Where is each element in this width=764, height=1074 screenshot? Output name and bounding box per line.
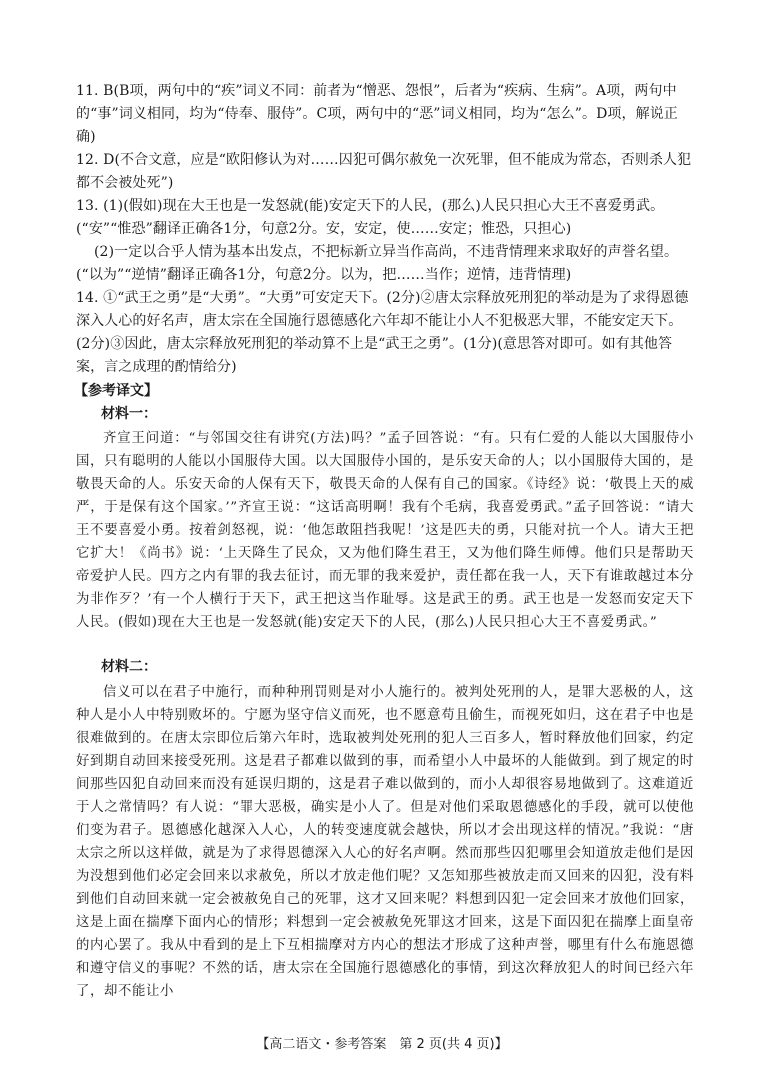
answer-11: 11. B(B项，两句中的“疾”词义不同：前者为“憎恶、怨恨”，后者为“疾病、生病”。A项，两句中的“事”词义相同，均为“侍奉、服侍”。C项，两句中的“恶”词义相同，均为“怎么”。D项，解说正确) (76, 83, 678, 145)
answer-section (76, 80, 696, 379)
reference-translation-header: 【参考译文】 (74, 383, 158, 399)
material-1-text: 齐宣王问道：“与邻国交往有讲究(方法)吗？”孟子回答说：“有。只有仁爱的人能以大国服侍小国，只有聪明的人能以小国服侍大国。以大国服侍小国的，是乐安天命的人；以小国服侍大国的，是敬畏天命的人。乐安天命的人保有天下，敬畏天命的人保有自己的国家。《诗经》说：‘敬畏上天的威严，于是保有这个国家。’”齐宣王说：“这话高明啊！我有个毛病，我喜爱勇武。”孟子回答说：“请大王不要喜爱小勇。按着剑怒视，说：‘他怎敢阻挡我呢！’这是匹夫的勇，只能对抗一个人。请大王把它扩大！《尚书》说：‘上天降生了民众，又为他们降生君王，又为他们降生师傅。他们只是帮助天帝爱护人民。四方之内有罪的我去征讨，而无罪的我来爱护，责任都在我一人，天下有谁敢越过本分为非作歹？’有一个人横行于天下，武王把这当作耻辱。这是武王的勇。武王也是一发怒而安定天下人民。(假如)现在大王也是一发怒就(能)安定天下的人民，(那么)人民只担心大王不喜爱勇武。” (76, 431, 694, 630)
answer-13-part-2: (2)一定以合乎人情为基本出发点，不把标新立异当作高尚，不违背情理来求取好的声誉名望。(“以为”“逆情”翻译正确各1分，句意2分。以为，把……当作；逆情，违背情理) (76, 244, 679, 283)
answer-13-part-1: 13. (1)(假如)现在大王也是一发怒就(能)安定天下的人民，(那么)人民只担心大王不喜爱勇武。(“安”“惟恐”翻译正确各1分，句意2分。安，安定，使……安定；惟恐，只担心) (76, 198, 665, 237)
page-footer: 【高二语文・参考答案 第 2 页(共 4 页)】 (256, 1037, 508, 1052)
material-2-text: 信义可以在君子中施行，而种种刑罚则是对小人施行的。被判处死刑的人，是罪大恶极的人，这种人是小人中特别败坏的。宁愿为坚守信义而死，也不愿意苟且偷生，而视死如归，这在君子中也是很难做到的。在唐太宗即位后第六年时，选取被判处死刑的犯人三百多人，暂时释放他们回家，约定好到期自动回来接受死刑。这是君子都难以做到的事，而希望小人中最坏的人能做到。到了规定的时间那些囚犯自动回来而没有延误归期的，这是君子难以做到的，而小人却很容易地做到了。这难道近于人之常情吗？有人说：“罪大恶极，确实是小人了。但是对他们采取恩德感化的手段，就可以使他们变为君子。恩德感化越深入人心，人的转变速度就会越快，所以才会出现这样的情况。”我说：“唐太宗之所以这样做，就是为了求得恩德深入人心的好名声啊。然而那些囚犯哪里会知道放走他们是因为没想到他们必定会回来以求赦免，所以才放走他们呢？又怎知那些被放走而又回来的囚犯，没有料到他们自动回来就一定会被赦免自己的死罪，这才又回来呢？料想到囚犯一定会回来才放他们回家，这是上面在揣摩下面内心的情形；料想到一定会被赦免死罪这才回来，这是下面囚犯在揣摩上面皇帝的内心罢了。我从中看到的是上下互相揣摩对方内心的想法才形成了这种声誉，哪里有什么布施恩德和遵守信义的事呢？不然的话，唐太宗在全国施行恩德感化的事情，到这次释放犯人的时间已经六年了，却不能让小 (76, 685, 694, 999)
answer-14: 14. ①“武王之勇”是“大勇”。“大勇”可安定天下。(2分)②唐太宗释放死刑犯的举动是为了求得恩德深入人心的好名声，唐太宗在全国施行恩德感化六年却不能让小人不犯极恶大罪，不能安定天下。(2分)③因此，唐太宗释放死刑犯的举动算不上是“武王之勇”。(1分)(意思答对即可。如有其他答案，言之成理的酌情给分) (76, 290, 689, 375)
answer-12: 12. D(不合文意，应是“欧阳修认为对……囚犯可偶尔赦免一次死罪，但不能成为常态，否则杀人犯都不会被处死”) (76, 152, 692, 191)
material-2-title: 材料二： (101, 659, 157, 675)
material-1-title: 材料一： (101, 406, 157, 422)
